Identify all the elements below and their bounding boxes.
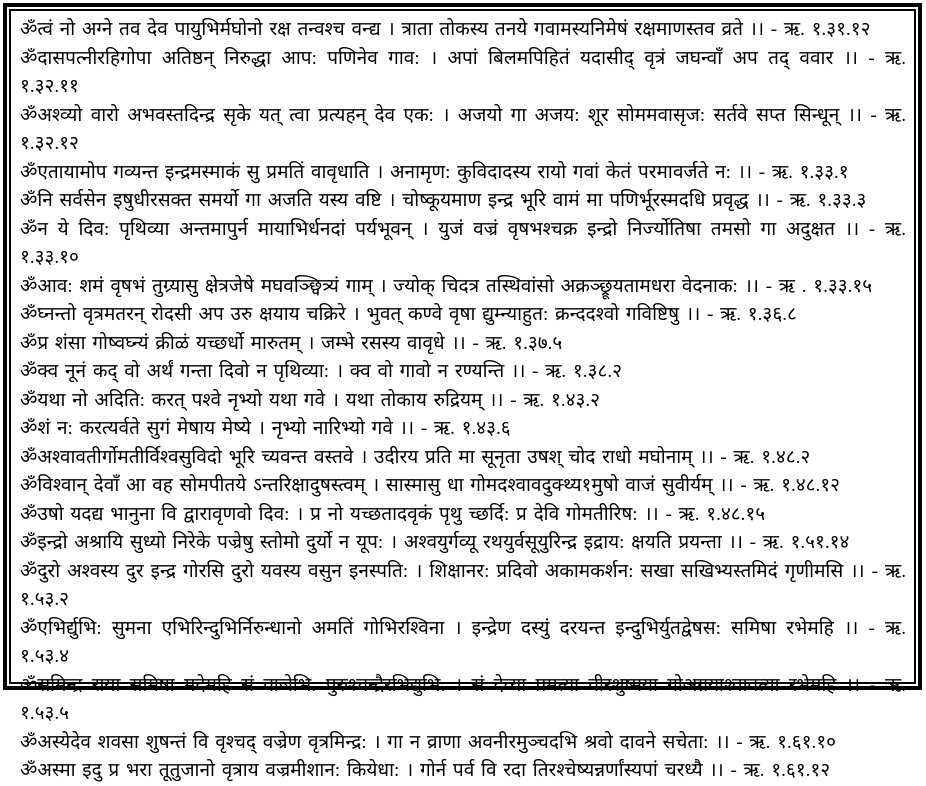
verse-line: ॐअस्मा इदु प्र भरा तूतुजानो वृत्राय वज्रमीशान: कियेधा: । गोर्न पर्व वि रदा तिरश्चेष्यन्नर्णांस्यपां चरध्यै ।। - ऋ. १.६१.१२	[20, 760, 831, 781]
verse-line: ॐसमिन्द्र राया समिषा मदेमहि सं वाजेभि: पुरुश्चन्द्रैरभिद्युभि: । सं देव्या प्रमत्या वीरशुष्मया गोअग्रयाश्वावत्या रभेमहि ।। - ऋ. १.५३.५	[20, 674, 906, 724]
verse-line: ॐअश्व्यो वारो अभवस्तदिन्द्र सृके यत् त्वा प्रत्यहन् देव एक: । अजयो गा अजय: शूर सोममवासृज: सर्तवे सप्त सिन्धून् ।। - ऋ. १.३२.१२	[20, 104, 906, 154]
verse-line: ॐउषो यदद्य भानुना वि द्वारावृणवो दिव: । प्र नो यच्छतादवृकं पृथु च्छर्दि: प्र देवि गोमतीरिष: ।। - ऋ. १.४८.१५	[20, 503, 766, 525]
verse-line: ॐनि सर्वसेन इषुधीरसक्त समर्यो गा अजति यस्य वष्टि । चोष्कूयमाण इन्द्र भूरि वामं मा पणिर्भूरस्मदधि प्रवृद्ध ।। - ऋ. १.३३.३	[20, 190, 867, 211]
verse-line: ॐआव: शमं वृषभं तुग्र्यासु क्षेत्रजेषे मघवञ्छ्वित्र्यं गाम् । ज्योक् चिदत्र तस्थिवांसो अक्रञ्छ्रूयतामधरा वेदनाक: ।। - ऋ . १.३३.१५	[20, 275, 873, 297]
verse-list	[20, 16, 906, 786]
verse-line: ॐअश्वावतीर्गोमतीर्विश्वसुविदो भूरि च्यवन्त वस्तवे । उदीरय प्रति मा सूनृता उषश् चोद राधो मघोनाम् ।। - ऋ. १.४८.२	[20, 446, 811, 468]
verse-line: ॐन ये दिव: पृथिव्या अन्तमापुर्न मायाभिर्धनदां पर्यभूवन् । युजं वज्रं वृषभश्चक्र इन्द्रो निर्ज्योतिषा तमसो गा अदुक्षत ।। - ऋ. १.३३.१०	[20, 218, 906, 268]
verse-line: ॐक्व नूनं कद् वो अर्थं गन्ता दिवो न पृथिव्या: । क्व वो गावो न रण्यन्ति ।। - ऋ. १.३८.२	[20, 361, 622, 382]
verse-line: ॐत्वं नो अग्ने तव देव पायुभिर्मघोनो रक्ष तन्वश्च वन्द्य । त्राता तोकस्य तनये गवामस्यनिमेषं रक्षमाणस्तव व्रते ।। - ऋ. १.३१.१२	[20, 19, 871, 40]
verse-line: ॐदुरो अश्वस्य दुर इन्द्र गोरसि दुरो यवस्य वसुन इनस्पति: । शिक्षानर: प्रदिवो अकामकर्शन: सखा सखिभ्यस्तमिदं गृणीमसि ।। - ऋ. १.५३.२	[20, 560, 906, 610]
verse-line: ॐएभिर्द्युभि: सुमना एभिरिन्दुभिर्निरुन्धानो अमतिं गोभिरश्विना । इन्द्रेण दस्युं दरयन्त इन्दुभिर्युतद्वेषस: समिषा रभेमहि ।। - ऋ. १.५३.४	[20, 617, 906, 667]
verse-line: ॐविश्वान् देवाँ आ वह सोमपीतये ऽन्तरिक्षादुषस्त्वम् । सास्मासु धा गोमदश्वावदुक्थ्य१मुषो वाजं सुवीर्यम् ।। - ऋ. १.४८.१२	[20, 475, 841, 496]
document-outer-border	[3, 3, 922, 781]
verse-line: ॐइन्द्रो अश्रायि सुध्यो निरेके पज्रेषु स्तोमो दुर्यो न यूप: । अश्वयुर्गव्यू रथयुर्वसूयुरिन्द्र इद्राय: क्षयति प्रयन्ता ।। - ऋ. १.५१.१४	[20, 532, 850, 553]
verse-line: ॐएतायामोप गव्यन्त इन्द्रमस्माकं सु प्रमतिं वावृधाति । अनामृण: कुविदादस्य रायो गवां केतं परमावर्जते न: ।। - ऋ. १.३३.१	[20, 161, 849, 183]
verse-line: ॐघ्नन्तो वृत्रमतरन् रोदसी अप उरु क्षयाय चक्रिरे । भुवत् कण्वे वृषा द्युम्न्याहुत: क्रन्ददश्वो गविष्टिषु ।। - ऋ. १.३६.८	[20, 304, 797, 325]
verse-line: ॐयथा नो अदिति: करत् पश्वे नृभ्यो यथा गवे । यथा तोकाय रुद्रियम् ।। - ऋ. १.४३.२	[20, 389, 601, 411]
document-inner-border	[9, 9, 916, 781]
verse-line: ॐशं न: करत्यर्वते सुगं मेषाय मेष्ये । नृभ्यो नारिभ्यो गवे ।। - ऋ. १.४३.६	[20, 418, 511, 439]
verse-line: ॐअस्येदेव शवसा शुषन्तं वि वृश्चद् वज्रेण वृत्रमिन्द्र: । गा न व्राणा अवनीरमुञ्चदभि श्रवो दावने सचेता: ।। - ऋ. १.६१.१०	[20, 731, 837, 753]
verse-line: ॐप्र शंसा गोष्वघ्न्यं क्रीळं यच्छर्धो मारुतम् । जम्भे रसस्य वावृधे ।। - ऋ. १.३७.५	[20, 332, 563, 354]
verse-line: ॐदासपत्नीरहिगोपा अतिष्ठन् निरुद्धा आप: पणिनेव गाव: । अपां बिलमपिहितं यदासीद् वृत्रं जघन्वाँ अप तद् ववार ।। - ऋ. १.३२.११	[20, 47, 906, 97]
